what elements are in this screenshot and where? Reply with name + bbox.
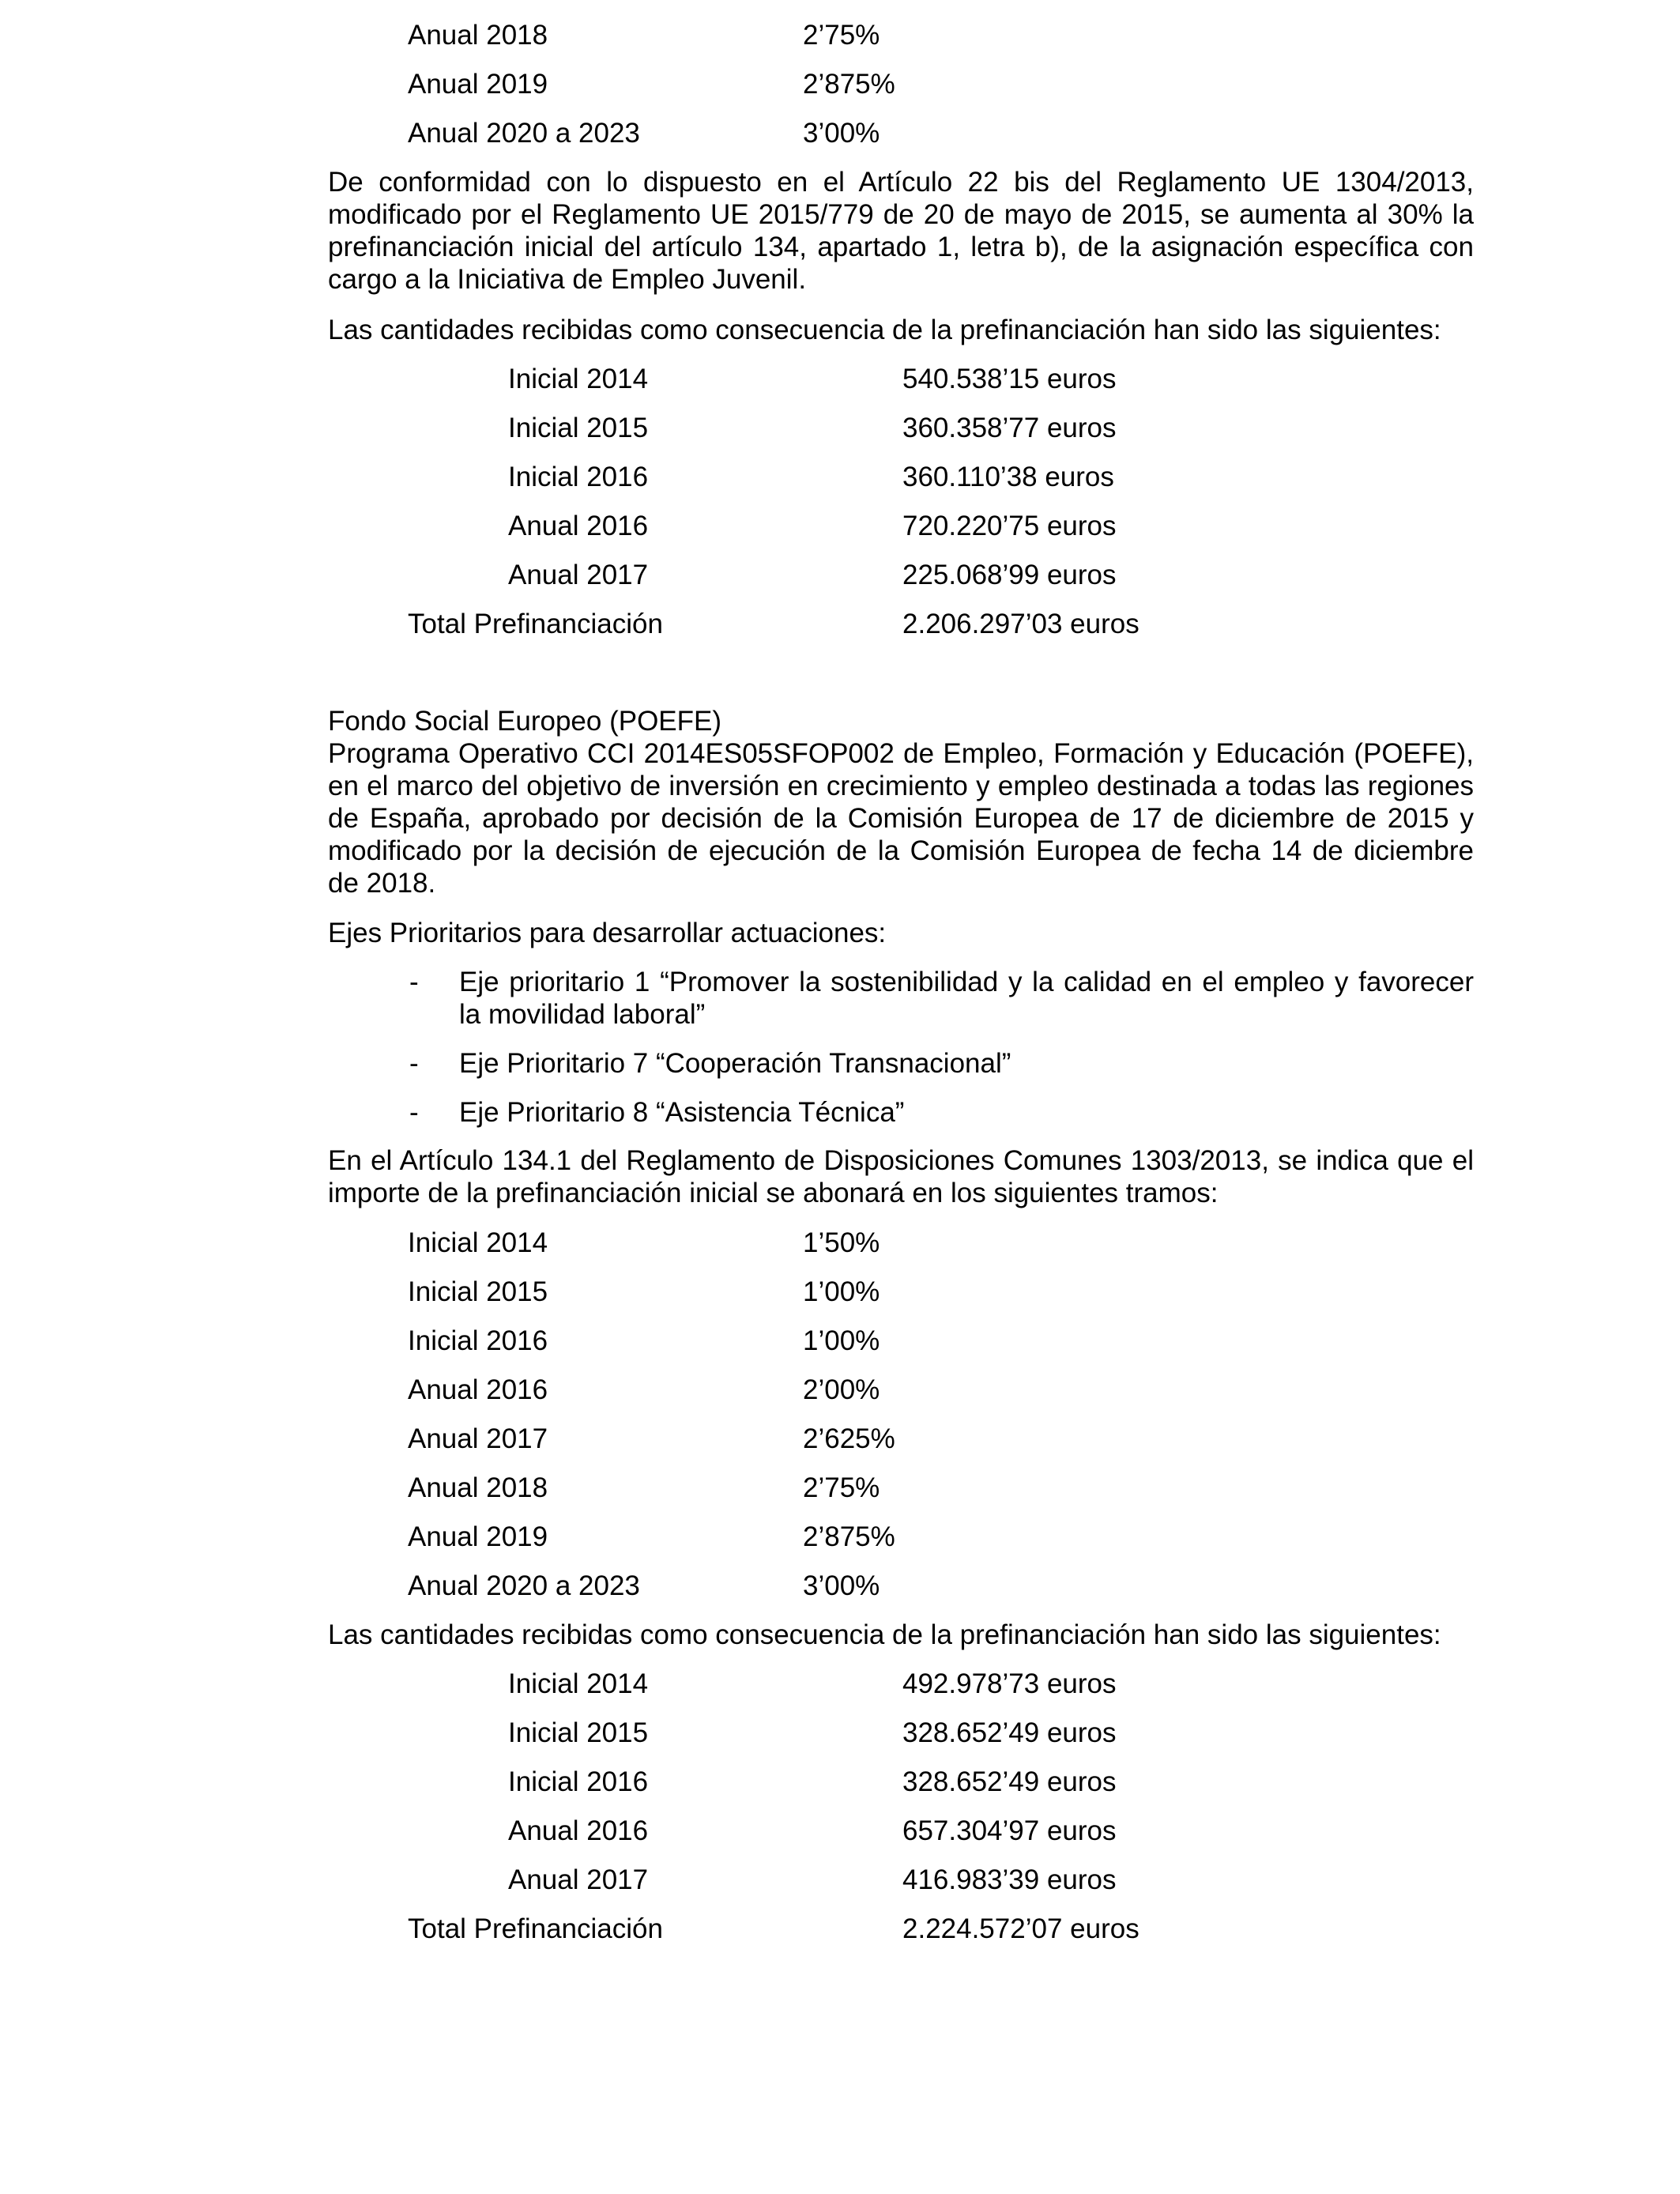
amount-value: 360.110’38 euros — [902, 462, 1114, 492]
rate-label: Anual 2018 — [408, 1472, 548, 1503]
rate-label: Anual 2020 a 2023 — [408, 118, 640, 149]
amount-value: 328.652’49 euros — [902, 1766, 1117, 1797]
paragraph-line: cargo a la Iniciativa de Empleo Juvenil. — [328, 264, 807, 295]
amount-value: 328.652’49 euros — [902, 1717, 1117, 1748]
amount-value: 416.983’39 euros — [902, 1864, 1117, 1895]
rate-value: 2’875% — [803, 1521, 895, 1552]
rate-label: Inicial 2014 — [408, 1227, 548, 1258]
paragraph-line: En el Artículo 134.1 del Reglamento de Disposiciones Comunes 1303/2013, se indica que el — [328, 1145, 1474, 1176]
paragraph-line: modificado por el Reglamento UE 2015/779 de 20 de mayo de 2015, se aumenta al 30% la — [328, 199, 1474, 230]
rate-value: 3’00% — [803, 1570, 880, 1601]
amounts-intro: Las cantidades recibidas como consecuencia de la prefinanciación han sido las siguientes: — [328, 1619, 1441, 1650]
amount-label: Inicial 2015 — [508, 1717, 649, 1748]
rate-label: Inicial 2016 — [408, 1325, 548, 1356]
rate-label: Inicial 2015 — [408, 1276, 548, 1307]
rate-label: Anual 2019 — [408, 1521, 548, 1552]
paragraph-line: prefinanciación inicial del artículo 134, apartado 1, letra b), de la asignación específica con — [328, 232, 1474, 262]
poefe-title: Fondo Social Europeo (POEFE) — [328, 706, 722, 737]
rate-label: Anual 2020 a 2023 — [408, 1570, 640, 1601]
amount-value: 657.304’97 euros — [902, 1815, 1117, 1846]
eje-line: Eje prioritario 1 “Promover la sostenibilidad y la calidad en el empleo y favorecer — [459, 967, 1474, 997]
reglamento-paragraph — [328, 166, 1474, 296]
paragraph-line: de España, aprobado por decisión de la Comisión Europea de 17 de diciembre de 2015 y — [328, 803, 1474, 834]
rate-value: 2’875% — [803, 69, 895, 100]
rate-value: 2’75% — [803, 20, 880, 51]
amount-value: 225.068’99 euros — [902, 560, 1117, 590]
eje-line: la movilidad laboral” — [459, 999, 706, 1030]
eje-line: Eje Prioritario 7 “Cooperación Transnacional” — [459, 1048, 1011, 1079]
amount-label: Anual 2016 — [508, 511, 649, 541]
ejes-intro: Ejes Prioritarios para desarrollar actuaciones: — [328, 918, 887, 948]
rate-value: 1’00% — [803, 1276, 880, 1307]
rate-value: 2’00% — [803, 1374, 880, 1405]
amount-label: Inicial 2016 — [508, 1766, 649, 1797]
amounts-intro: Las cantidades recibidas como consecuencia de la prefinanciación han sido las siguientes: — [328, 315, 1441, 345]
amount-label: Inicial 2016 — [508, 462, 649, 492]
amount-value: 540.538’15 euros — [902, 364, 1117, 394]
bullet: - — [409, 967, 419, 997]
amount-label: Inicial 2014 — [508, 1668, 649, 1699]
paragraph-line: en el marco del objetivo de inversión en crecimiento y empleo destinada a todas las regiones — [328, 771, 1474, 801]
amount-label: Inicial 2015 — [508, 413, 649, 443]
eje-line: Eje Prioritario 8 “Asistencia Técnica” — [459, 1097, 905, 1128]
articulo-paragraph — [328, 1144, 1474, 1209]
rate-label: Anual 2018 — [408, 20, 548, 51]
rate-value: 2’625% — [803, 1423, 895, 1454]
total-label: Total Prefinanciación — [408, 609, 663, 639]
eje-text — [459, 966, 1474, 1031]
bullet: - — [409, 1097, 419, 1128]
rate-label: Anual 2016 — [408, 1374, 548, 1405]
paragraph-line: Programa Operativo CCI 2014ES05SFOP002 de Empleo, Formación y Educación (POEFE), — [328, 738, 1474, 769]
amount-value: 492.978’73 euros — [902, 1668, 1117, 1699]
paragraph-line: modificado por la decisión de ejecución de la Comisión Europea de fecha 14 de diciembre — [328, 835, 1474, 866]
amount-value: 360.358’77 euros — [902, 413, 1117, 443]
amount-value: 720.220’75 euros — [902, 511, 1117, 541]
rate-value: 1’00% — [803, 1325, 880, 1356]
total-value: 2.206.297’03 euros — [902, 609, 1139, 639]
rate-value: 2’75% — [803, 1472, 880, 1503]
bullet: - — [409, 1048, 419, 1079]
paragraph-line: De conformidad con lo dispuesto en el Artículo 22 bis del Reglamento UE 1304/2013, — [328, 167, 1474, 198]
poefe-paragraph — [328, 737, 1474, 899]
amount-label: Anual 2017 — [508, 560, 649, 590]
rate-value: 1’50% — [803, 1227, 880, 1258]
eje-item — [0, 966, 1680, 1031]
amount-label: Anual 2017 — [508, 1864, 649, 1895]
rate-label: Anual 2017 — [408, 1423, 548, 1454]
rate-label: Anual 2019 — [408, 69, 548, 100]
total-value: 2.224.572’07 euros — [902, 1913, 1139, 1944]
paragraph-line: de 2018. — [328, 868, 436, 899]
total-label: Total Prefinanciación — [408, 1913, 663, 1944]
paragraph-line: importe de la prefinanciación inicial se abonará en los siguientes tramos: — [328, 1178, 1219, 1208]
rate-value: 3’00% — [803, 118, 880, 149]
amount-label: Inicial 2014 — [508, 364, 649, 394]
amount-label: Anual 2016 — [508, 1815, 649, 1846]
